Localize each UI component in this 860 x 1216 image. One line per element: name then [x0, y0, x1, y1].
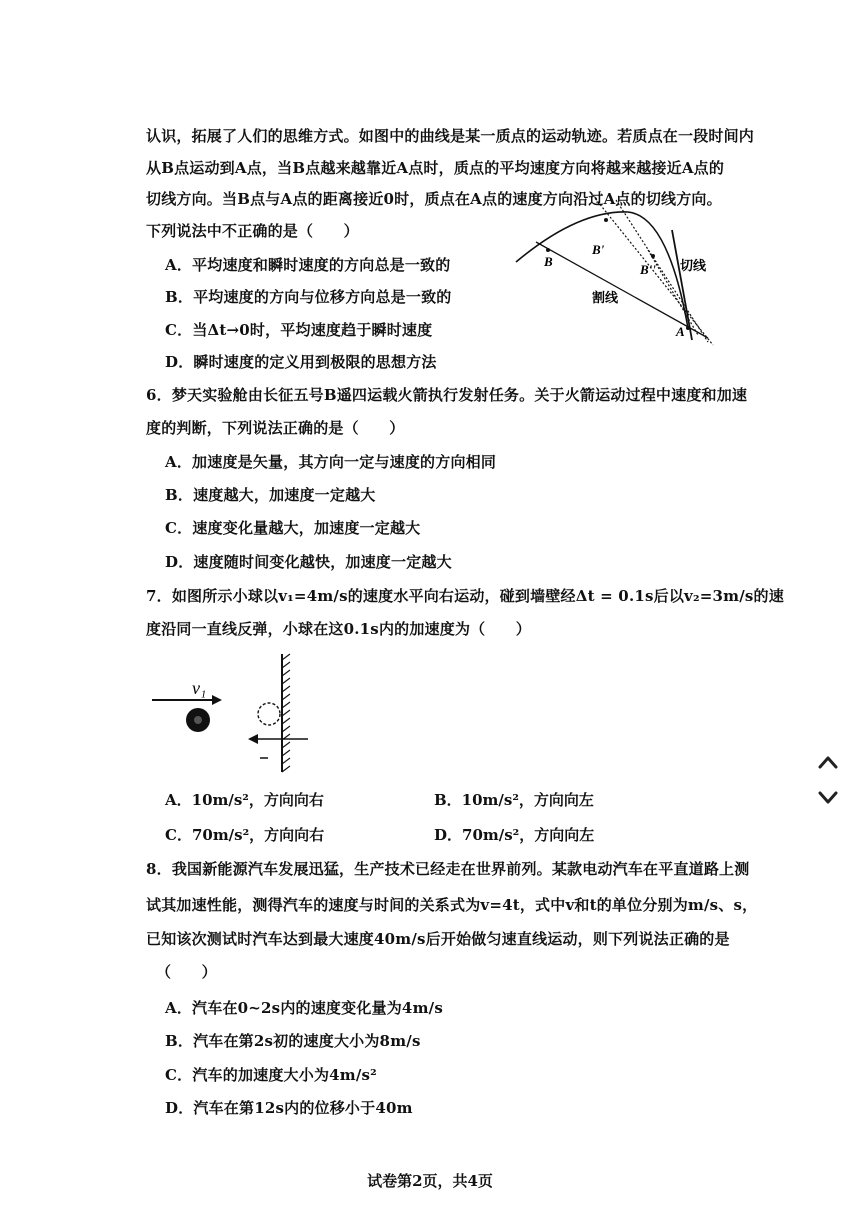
- q5-option-a: A．平均速度和瞬时速度的方向总是一致的: [165, 256, 451, 274]
- q7-option-c: C．70m/s²，方向向右: [165, 826, 325, 844]
- scroll-up-button[interactable]: [814, 752, 842, 772]
- q8-option-c: C．汽车的加速度大小为4m/s²: [165, 1066, 377, 1084]
- label-a: A: [676, 324, 685, 339]
- label-v1: v₁: [192, 678, 207, 698]
- q8-stem-line-1: 8．我国新能源汽车发展迅猛，生产技术已经走在世界前列。某款电动汽车在平直道路上测: [146, 860, 750, 878]
- q5-option-d: D．瞬时速度的定义用到极限的思想方法: [165, 353, 437, 371]
- q5-intro-line-3: 切线方向。当B点与A点的距离接近0时，质点在A点的速度方向沿过A点的切线方向。: [146, 190, 722, 208]
- q7-stem-line-2: 度沿同一直线反弹，小球在这0.1s内的加速度为（ ）: [146, 620, 531, 638]
- q7-option-a: A．10m/s²，方向向右: [165, 791, 324, 809]
- q8-stem-line-4: （ ）: [156, 963, 217, 981]
- q8-option-a: A．汽车在0~2s内的速度变化量为4m/s: [165, 999, 443, 1017]
- label-b-prime: B': [592, 242, 605, 257]
- q6-option-b: B．速度越大，加速度一定越大: [165, 486, 376, 504]
- q5-stem: 下列说法中不正确的是（ ）: [146, 222, 359, 240]
- q8-option-b: B．汽车在第2s初的速度大小为8m/s: [165, 1032, 421, 1050]
- ball-wall-figure: [148, 652, 318, 777]
- q6-option-d: D．速度随时间变化越快，加速度一定越大: [165, 553, 452, 571]
- q5-intro-line-2: 从B点运动到A点，当B点越来越靠近A点时，质点的平均速度方向将越来越接近A点的: [146, 159, 725, 177]
- trajectory-figure: [508, 190, 728, 350]
- label-tangent: 切线: [680, 259, 707, 274]
- page-footer: 试卷第2页，共4页: [367, 1172, 493, 1190]
- q5-intro-line-1: 认识，拓展了人们的思维方式。如图中的曲线是某一质点的运动轨迹。若质点在一段时间内: [146, 127, 755, 145]
- q6-stem-line-2: 度的判断，下列说法正确的是（ ）: [146, 419, 405, 437]
- q8-stem-line-2: 试其加速性能，测得汽车的速度与时间的关系式为v=4t，式中v和t的单位分别为m/s、s，: [146, 896, 758, 914]
- q5-option-c: C．当Δt→0时，平均速度趋于瞬时速度: [165, 321, 433, 339]
- q6-option-a: A．加速度是矢量，其方向一定与速度的方向相同: [165, 453, 497, 471]
- label-secant: 割线: [592, 291, 619, 306]
- chevron-down-icon: [818, 791, 838, 805]
- label-b: B: [544, 254, 553, 269]
- label-b-double-prime: B'': [640, 262, 656, 277]
- q6-option-c: C．速度变化量越大，加速度一定越大: [165, 519, 421, 537]
- q8-stem-line-3: 已知该次测试时汽车达到最大速度40m/s后开始做匀速直线运动，则下列说法正确的是: [146, 930, 730, 948]
- q7-option-d: D．70m/s²，方向向左: [434, 826, 595, 844]
- q6-stem-line-1: 6．梦天实验舱由长征五号B遥四运载火箭执行发射任务。关于火箭运动过程中速度和加速: [146, 386, 748, 404]
- chevron-up-icon: [818, 755, 838, 769]
- q7-stem-line-1: 7．如图所示小球以v₁=4m/s的速度水平向右运动，碰到墙壁经Δt = 0.1s后以v₂=3m/s的速: [146, 587, 784, 605]
- q7-option-b: B．10m/s²，方向向左: [434, 791, 594, 809]
- q5-option-b: B．平均速度的方向与位移方向总是一致的: [165, 288, 452, 306]
- scroll-down-button[interactable]: [814, 788, 842, 808]
- q8-option-d: D．汽车在第12s内的位移小于40m: [165, 1099, 413, 1117]
